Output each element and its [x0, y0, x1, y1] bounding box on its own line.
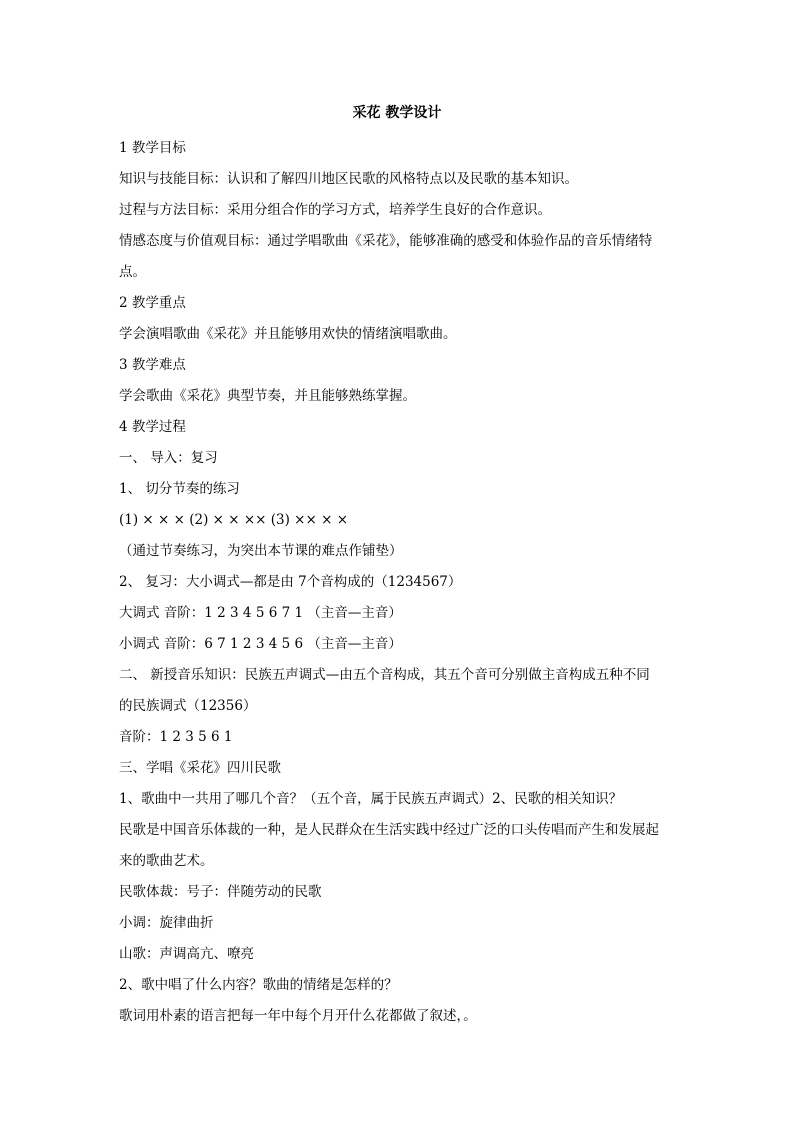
body-line: 点。: [119, 264, 146, 280]
body-line: 2、歌中唱了什么内容？歌曲的情绪是怎样的？: [119, 977, 398, 993]
body-line: 音阶：1 2 3 5 6 1: [119, 729, 233, 745]
body-line: 民歌体裁：号子：伴随劳动的民歌: [119, 884, 322, 900]
body-line: 二、 新授音乐知识：民族五声调式—由五个音构成，其五个音可分别做主音构成五种不同: [119, 667, 650, 683]
body-line: 山歌：声调高亢、嘹亮: [119, 946, 254, 962]
body-line: 来的歌曲艺术。: [119, 853, 214, 869]
body-line: 小调：旋律曲折: [119, 915, 214, 931]
body-line: 歌词用朴素的语言把每一年中每个月开什么花都做了叙述，。: [119, 1008, 477, 1024]
body-line: 民歌是中国音乐体裁的一种，是人民群众在生活实践中经过广泛的口头传唱而产生和发展起: [119, 822, 659, 838]
body-line: 小调式 音阶：6 7 1 2 3 4 5 6 （主音—主音）: [119, 636, 402, 652]
body-line: 的民族调式（12356）: [119, 698, 257, 714]
body-line: 情感态度与价值观目标：通过学唱歌曲《采花》，能够准确的感受和体验作品的音乐情绪特: [119, 233, 653, 249]
body-line: 学会演唱歌曲《采花》并且能够用欢快的情绪演唱歌曲。: [119, 326, 457, 342]
body-line: 2 教学重点: [119, 295, 186, 311]
body-line: 学会歌曲《采花》典型节奏，并且能够熟练掌握。: [119, 388, 416, 404]
document-body: [119, 133, 679, 1032]
body-line: 1 教学目标: [119, 140, 186, 156]
body-line: 大调式 音阶：1 2 3 4 5 6 7 1 （主音—主音）: [119, 605, 402, 621]
page-title: 采花 教学设计: [352, 105, 442, 121]
body-line: 一、 导入：复习: [119, 450, 218, 466]
body-line: 1、 切分节奏的练习: [119, 481, 240, 497]
body-line: 3 教学难点: [119, 357, 186, 373]
body-line: 4 教学过程: [119, 419, 186, 435]
body-line: 1、歌曲中一共用了哪几个音？（五个音，属于民族五声调式）2、民歌的相关知识？: [119, 791, 623, 807]
body-line: 知识与技能目标：认识和了解四川地区民歌的风格特点以及民歌的基本知识。: [119, 171, 578, 187]
body-line: (1) × × × (2) × × ×× (3) ×× × ×: [119, 512, 348, 528]
body-line: 2、 复习：大小调式—都是由 7个音构成的（1234567）: [119, 574, 462, 590]
body-line: 过程与方法目标：采用分组合作的学习方式，培养学生良好的合作意识。: [119, 202, 551, 218]
body-line: 三、学唱《采花》四川民歌: [119, 760, 281, 776]
body-line: （通过节奏练习，为突出本节课的难点作铺垫）: [119, 543, 403, 559]
